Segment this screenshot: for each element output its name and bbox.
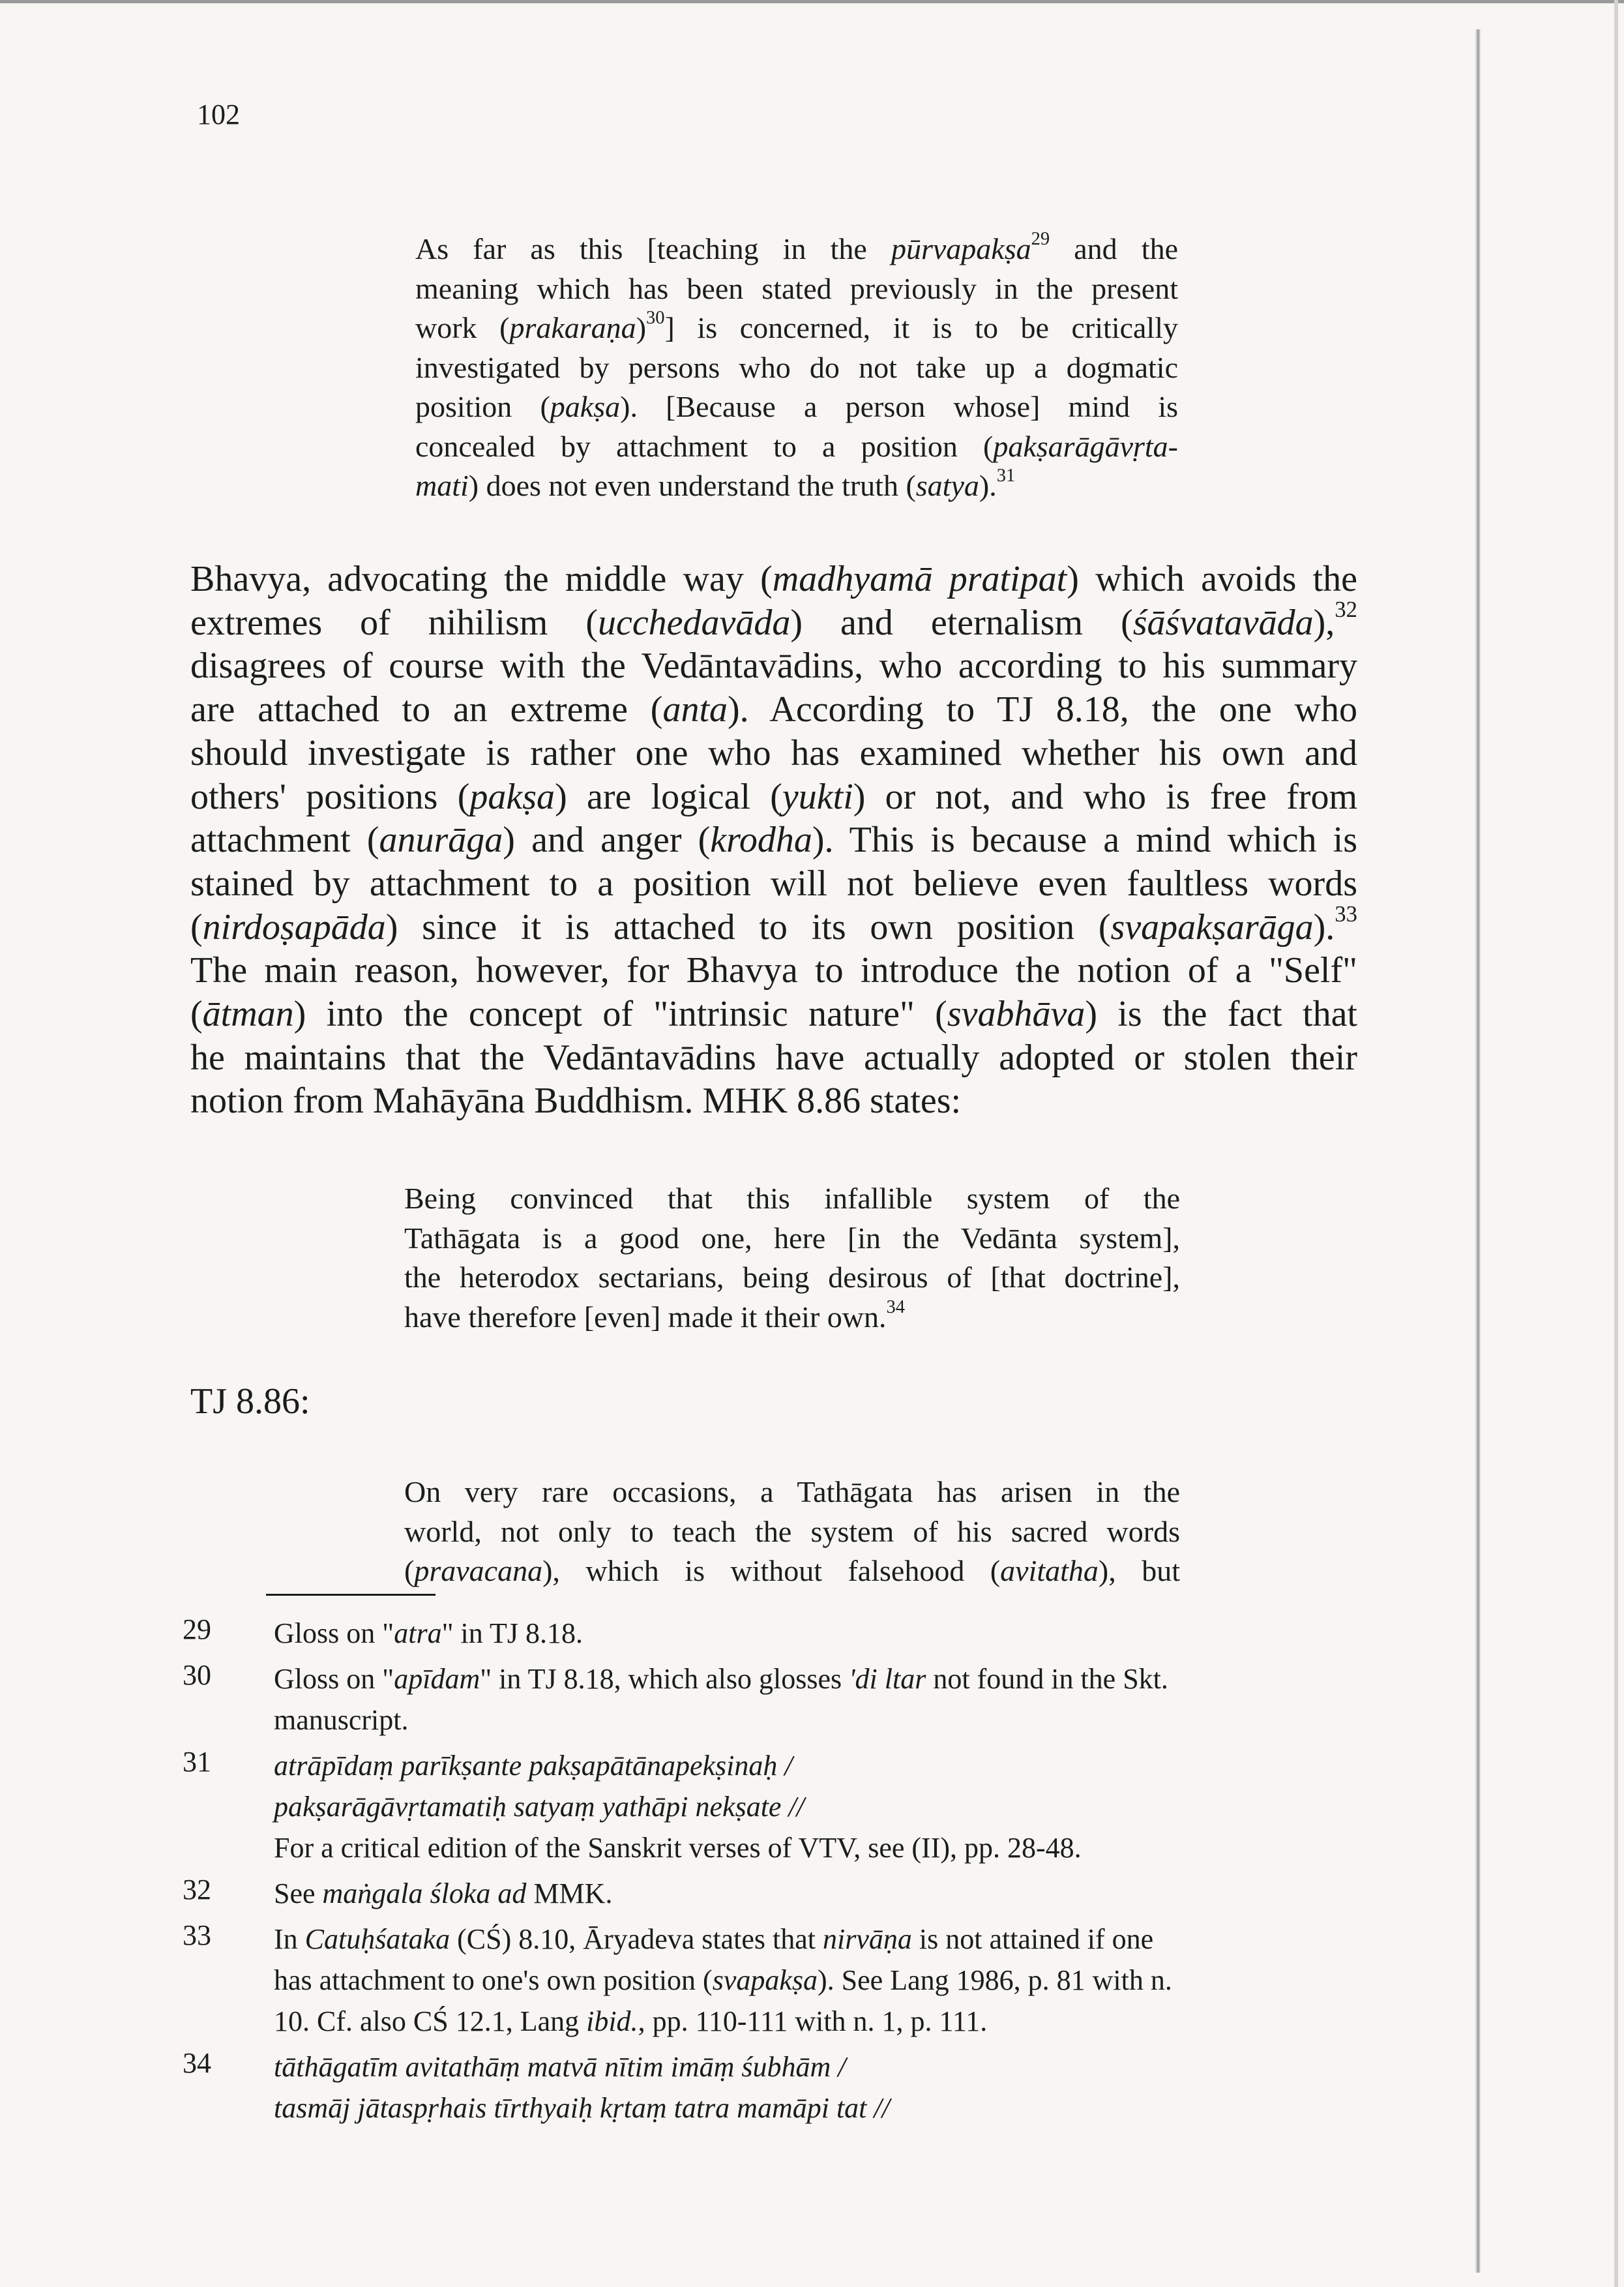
footnote-rule (266, 1594, 436, 1596)
footnote-number: 29 (183, 1613, 211, 1645)
footnote-text: In Catuḥśataka (CŚ) 8.10, Āryadeva states that nirvāṇa is not attained if one has attachment to one's own position (svapakṣa). See Lang 1986, p. 81 with n. 10. Cf. also CŚ 12.1, Lang ibid., pp. 110-111 with n. 1, p. 111. (274, 1923, 1172, 2037)
quote-line: On very rare occasions, a Tathāgata has arisen in the (404, 1475, 1180, 1508)
paragraph-line: others' positions (pakṣa) are logical (yukti) or not, and who is free from (190, 776, 1358, 817)
quote-line: (pravacana), which is without falsehood (avitatha), but (404, 1554, 1180, 1587)
footnote-text: Gloss on "apīdam" in TJ 8.18, which also glosses 'di ltar not found in the Skt. manuscript. (274, 1663, 1168, 1736)
quote-line: position (pakṣa). [Because a person whose] mind is (415, 390, 1179, 423)
footnote-number: 32 (183, 1874, 211, 1906)
footnote-text: tāthāgatīm avitathāṃ matvā nītim imāṃ śubhām / tasmāj jātaspṛhais tīrthyaiḥ kṛtaṃ tatra mamāpi tat // (274, 2051, 890, 2124)
footnote-30 (183, 1658, 1343, 1741)
footnote-34 (183, 2046, 1343, 2129)
footnote-29 (183, 1613, 1343, 1654)
block-quote-1 (415, 230, 1178, 506)
paragraph-line: extremes of nihilism (ucchedavāda) and eternalism (śāśvatavāda),$^{32}$ (190, 596, 1357, 643)
footnote-text: Gloss on "atra" in TJ 8.18. (274, 1617, 583, 1649)
tj-heading: TJ 8.86: (190, 1381, 310, 1422)
paragraph-line: should investigate is rather one who has examined whether his own and (190, 732, 1357, 773)
footnote-number: 31 (183, 1746, 211, 1778)
page-number: 102 (197, 98, 240, 130)
paragraph-line: (nirdoṣapāda) since it is attached to its own position (svapakṣarāga).$^{33}$ (190, 901, 1357, 948)
quote-line: meaning which has been stated previously in the present (415, 271, 1178, 305)
paragraph-line: disagrees of course with the Vedāntavādins, who according to his summary (190, 646, 1357, 687)
footnotes (183, 1608, 1343, 2129)
footnote-text: See maṅgala śloka ad MMK. (274, 1877, 613, 1909)
quote-line: Tathāgata is a good one, here [in the Vedānta system], (404, 1221, 1180, 1255)
quote-line: world, not only to teach the system of his sacred words (404, 1514, 1180, 1548)
paragraph-line: notion from Mahāyāna Buddhism. MHK 8.86 states: (190, 1081, 962, 1122)
paragraph-line: Bhavya, advocating the middle way (madhyamā pratipat) which avoids the (190, 559, 1358, 599)
scan-right-border (1614, 0, 1618, 2287)
footnote-number: 30 (183, 1659, 211, 1691)
paragraph-line: are attached to an extreme (anta). According to TJ 8.18, the one who (190, 689, 1357, 730)
paragraph-line: (ātman) into the concept of "intrinsic nature" (svabhāva) is the fact that (190, 994, 1357, 1035)
quote-line: have therefore [even] made it their own.$^{34}$ (404, 1296, 905, 1334)
paragraph-line: attachment (anurāga) and anger (krodha). This is because a mind which is (190, 820, 1357, 861)
quote-line: mati) does not even understand the truth (satya).$^{31}$ (415, 465, 1016, 502)
footnote-number: 34 (183, 2047, 211, 2079)
paragraph-line: stained by attachment to a position will not believe even faultless words (190, 863, 1357, 904)
quote-line: As far as this [teaching in the pūrvapakṣa$^{29}$ and the (415, 228, 1178, 265)
footnote-text: atrāpīdaṃ parīkṣante pakṣapātānapekṣinaḥ / pakṣarāgāvṛtamatiḥ satyaṃ yathāpi nekṣate // For a critical edition of the Sanskrit verses of VTV, see (II), pp. 28-48. (274, 1750, 1082, 1864)
scan-page-edge (1475, 29, 1481, 2273)
paragraph-line: he maintains that the Vedāntavādins have actually adopted or stolen their (190, 1037, 1357, 1078)
quote-line: concealed by attachment to a position (pakṣarāgāvṛta- (415, 429, 1178, 463)
quote-line: work (prakaraṇa)$^{30}$] is concerned, it is to be critically (415, 307, 1178, 344)
footnote-number: 33 (183, 1919, 211, 1951)
scan-top-border (0, 0, 1624, 3)
footnote-32 (183, 1873, 1343, 1914)
block-quote-2 (404, 1179, 1180, 1337)
footnote-31 (183, 1745, 1343, 1868)
main-paragraph (190, 558, 1357, 1123)
paragraph-line: The main reason, however, for Bhavya to introduce the notion of a "Self" (190, 950, 1357, 991)
quote-line: investigated by persons who do not take up a dogmatic (415, 350, 1178, 384)
block-quote-3 (404, 1472, 1180, 1591)
footnote-33 (183, 1919, 1343, 2042)
quote-line: Being convinced that this infallible system of the (404, 1182, 1180, 1215)
quote-line: the heterodox sectarians, being desirous of [that doctrine], (404, 1261, 1180, 1294)
